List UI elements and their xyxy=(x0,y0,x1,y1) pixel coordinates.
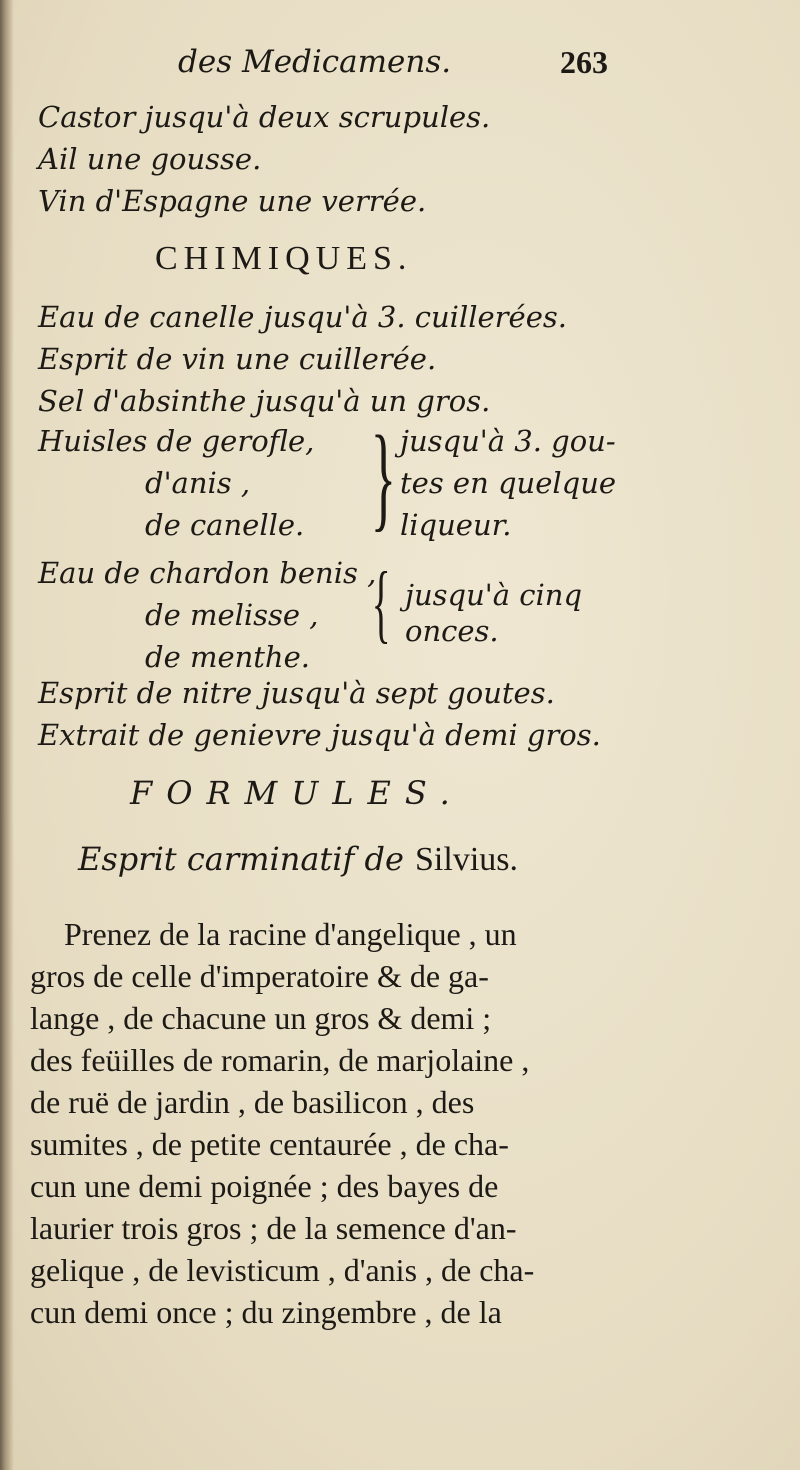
list-item: Vin d'Espagne une verrée. xyxy=(38,184,427,218)
right-brace-icon: } xyxy=(370,411,397,542)
list-item: Castor jusqu'à deux scrupules. xyxy=(38,100,491,134)
body-line: lange , de chacune un gros & demi ; xyxy=(30,1000,492,1036)
body-line: sumites , de petite centaurée , de cha- xyxy=(30,1126,509,1162)
page-number: 263 xyxy=(560,44,608,80)
group1-dose: tes en quelque xyxy=(400,466,617,500)
body-line: Prenez de la racine d'angelique , un xyxy=(64,916,517,952)
running-title: des Medicamens. xyxy=(178,44,452,80)
left-brace-icon: { xyxy=(371,555,391,652)
group1-line: d'anis , xyxy=(145,466,251,500)
list-item: Sel d'absinthe jusqu'à un gros. xyxy=(38,384,491,418)
body-line: des feüilles de romarin, de marjolaine , xyxy=(30,1042,530,1078)
group2-line: de menthe. xyxy=(145,640,310,674)
page-binding-shadow xyxy=(0,0,14,1470)
group1-dose: jusqu'à 3. gou- xyxy=(400,424,616,458)
list-item: Esprit de nitre jusqu'à sept goutes. xyxy=(38,676,555,710)
recipe-title xyxy=(78,840,518,879)
list-item: Eau de canelle jusqu'à 3. cuillerées. xyxy=(38,300,567,334)
section-heading-formules: FORMULES. xyxy=(130,774,464,812)
group1-line: de canelle. xyxy=(145,508,305,542)
group1-dose: liqueur. xyxy=(400,508,512,542)
recipe-title-roman: Silvius. xyxy=(415,841,518,878)
body-line: gelique , de levisticum , d'anis , de cha- xyxy=(30,1252,535,1288)
group1-line: Huisles de gerofle, xyxy=(38,424,315,458)
section-heading-chimiques: CHIMIQUES. xyxy=(155,240,413,277)
list-item: Extrait de genievre jusqu'à demi gros. xyxy=(38,718,601,752)
group2-line: de melisse , xyxy=(145,598,319,632)
body-line: de ruë de jardin , de basilicon , des xyxy=(30,1084,475,1120)
body-line: laurier trois gros ; de la semence d'an- xyxy=(30,1210,517,1246)
recipe-title-italic: Esprit carminatif de xyxy=(78,840,404,878)
list-item: Ail une gousse. xyxy=(38,142,262,176)
body-line: gros de celle d'imperatoire & de ga- xyxy=(30,958,489,994)
list-item: Esprit de vin une cuillerée. xyxy=(38,342,437,376)
body-line: cun demi once ; du zingembre , de la xyxy=(30,1294,502,1330)
group2-dose: jusqu'à cinq xyxy=(405,578,583,612)
body-line: cun une demi poignée ; des bayes de xyxy=(30,1168,499,1204)
group2-dose: onces. xyxy=(405,614,499,648)
group2-line: Eau de chardon benis , xyxy=(38,556,377,590)
